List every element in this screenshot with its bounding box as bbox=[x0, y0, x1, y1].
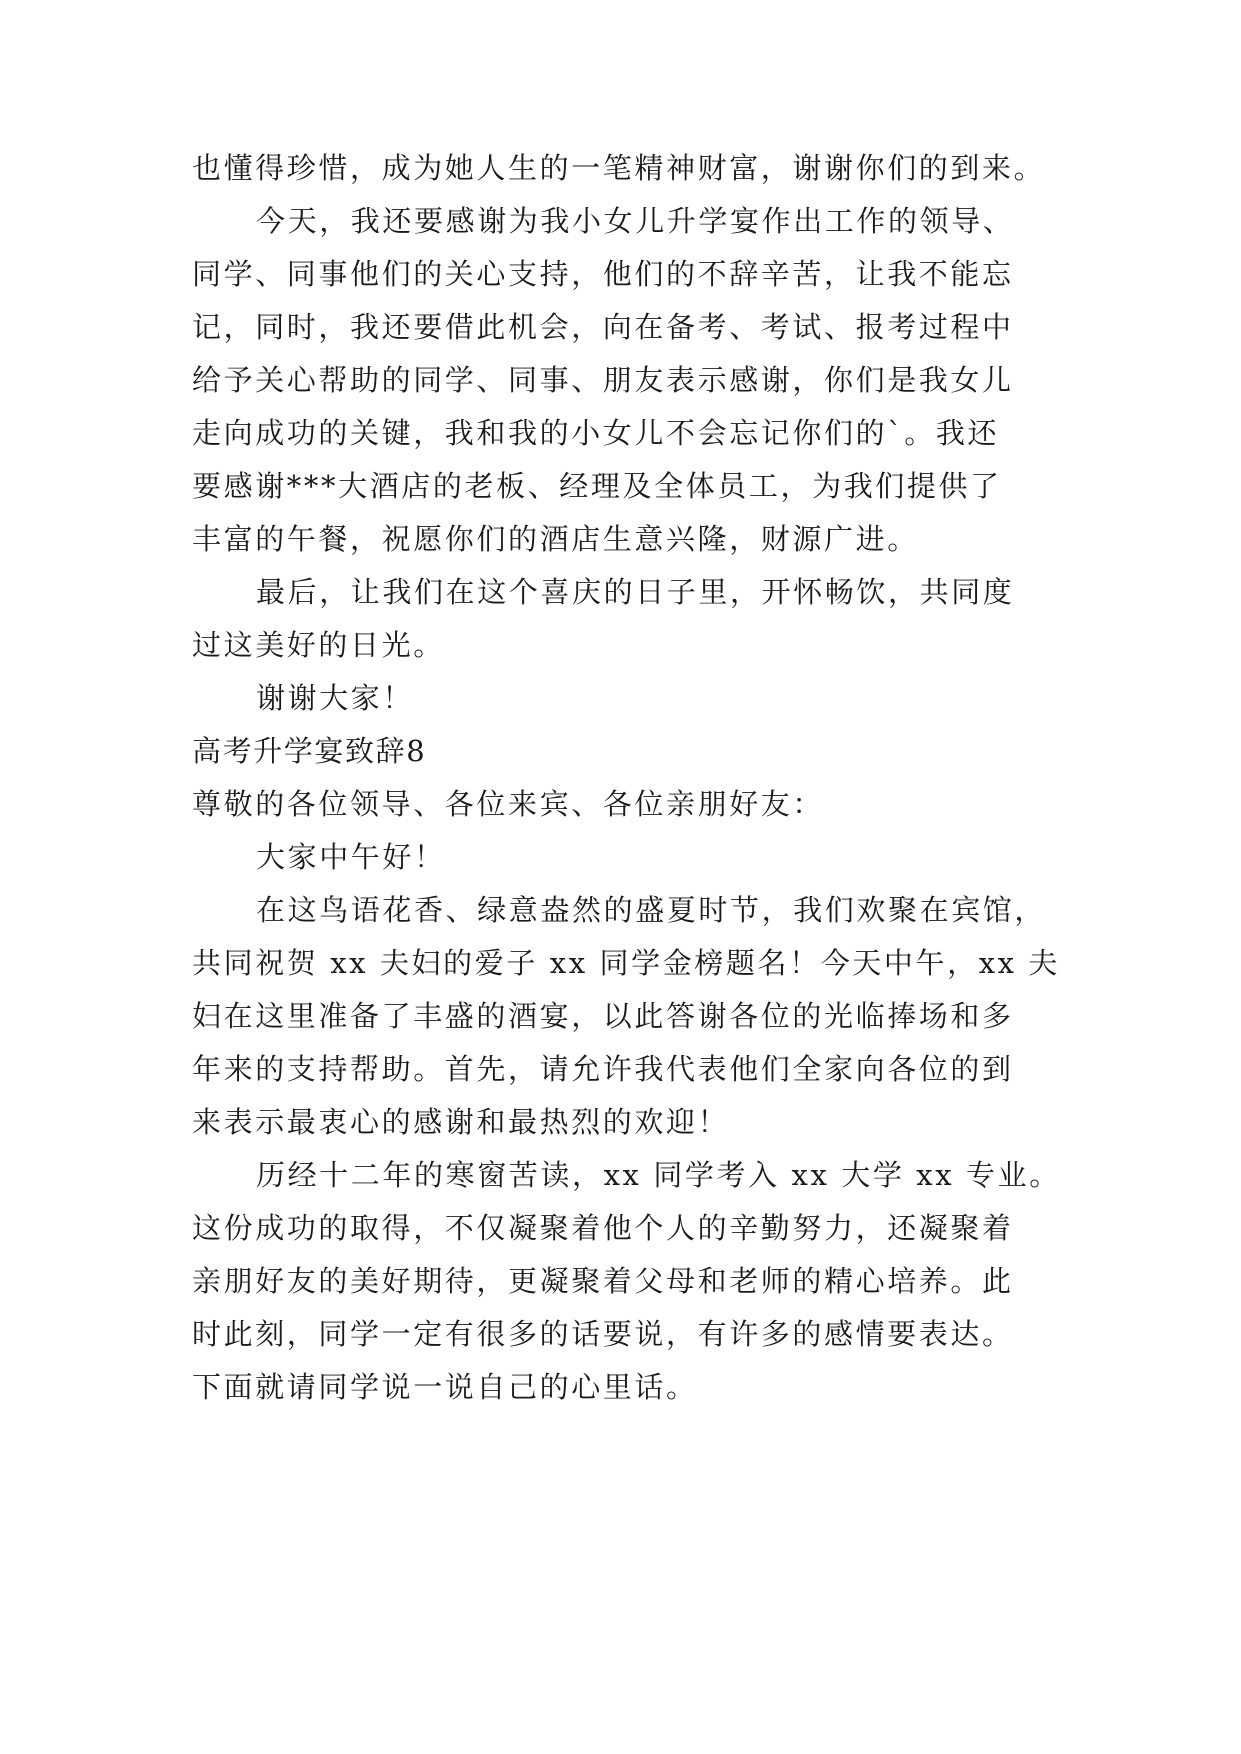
text-line: 走向成功的关键，我和我的小女儿不会忘记你们的`。我还 bbox=[192, 416, 1000, 450]
text-line: 丰富的午餐，祝愿你们的酒店生意兴隆，财源广进。 bbox=[192, 522, 919, 556]
text-line: 记，同时，我还要借此机会，向在备考、考试、报考过程中 bbox=[192, 310, 1014, 344]
text-line: 下面就请同学说一说自己的心里话。 bbox=[192, 1370, 698, 1404]
text-line: 要感谢***大酒店的老板、经理及全体员工，为我们提供了 bbox=[192, 469, 1002, 503]
text-line: 来表示最衷心的感谢和最热烈的欢迎！ bbox=[192, 1105, 730, 1139]
salutation: 尊敬的各位领导、各位来宾、各位亲朋好友： bbox=[192, 787, 825, 821]
greeting: 大家中午好！ bbox=[256, 840, 446, 874]
text-line: 同学、同事他们的关心支持，他们的不辞辛苦，让我不能忘 bbox=[192, 257, 1014, 291]
text-line: 在这鸟语花香、绿意盎然的盛夏时节，我们欢聚在宾馆， bbox=[256, 893, 1047, 927]
text-line: 共同祝贺 xx 夫妇的爱子 xx 同学金榜题名！今天中午，xx 夫 bbox=[192, 946, 1061, 980]
text-line: 今天，我还要感谢为我小女儿升学宴作出工作的领导、 bbox=[256, 204, 1015, 238]
text-line: 最后，让我们在这个喜庆的日子里，开怀畅饮，共同度 bbox=[256, 575, 1015, 609]
text-line: 也懂得珍惜，成为她人生的一笔精神财富，谢谢你们的到来。 bbox=[192, 151, 1046, 185]
text-line: 给予关心帮助的同学、同事、朋友表示感谢，你们是我女儿 bbox=[192, 363, 1014, 397]
text-line: 妇在这里准备了丰盛的酒宴，以此答谢各位的光临捧场和多 bbox=[192, 999, 1014, 1033]
text-line: 亲朋好友的美好期待，更凝聚着父母和老师的精心培养。此 bbox=[192, 1264, 1014, 1298]
text-line: 谢谢大家！ bbox=[256, 681, 415, 715]
text-line: 历经十二年的寒窗苦读，xx 同学考入 xx 大学 xx 专业。 bbox=[256, 1158, 1061, 1192]
text-line: 时此刻，同学一定有很多的话要说，有许多的感情要表达。 bbox=[192, 1317, 1014, 1351]
text-line: 这份成功的取得，不仅凝聚着他个人的辛勤努力，还凝聚着 bbox=[192, 1211, 1014, 1245]
text-line: 过这美好的日光。 bbox=[192, 628, 445, 662]
text-line: 年来的支持帮助。首先，请允许我代表他们全家向各位的到 bbox=[192, 1052, 1014, 1086]
section-heading: 高考升学宴致辞8 bbox=[192, 734, 427, 768]
